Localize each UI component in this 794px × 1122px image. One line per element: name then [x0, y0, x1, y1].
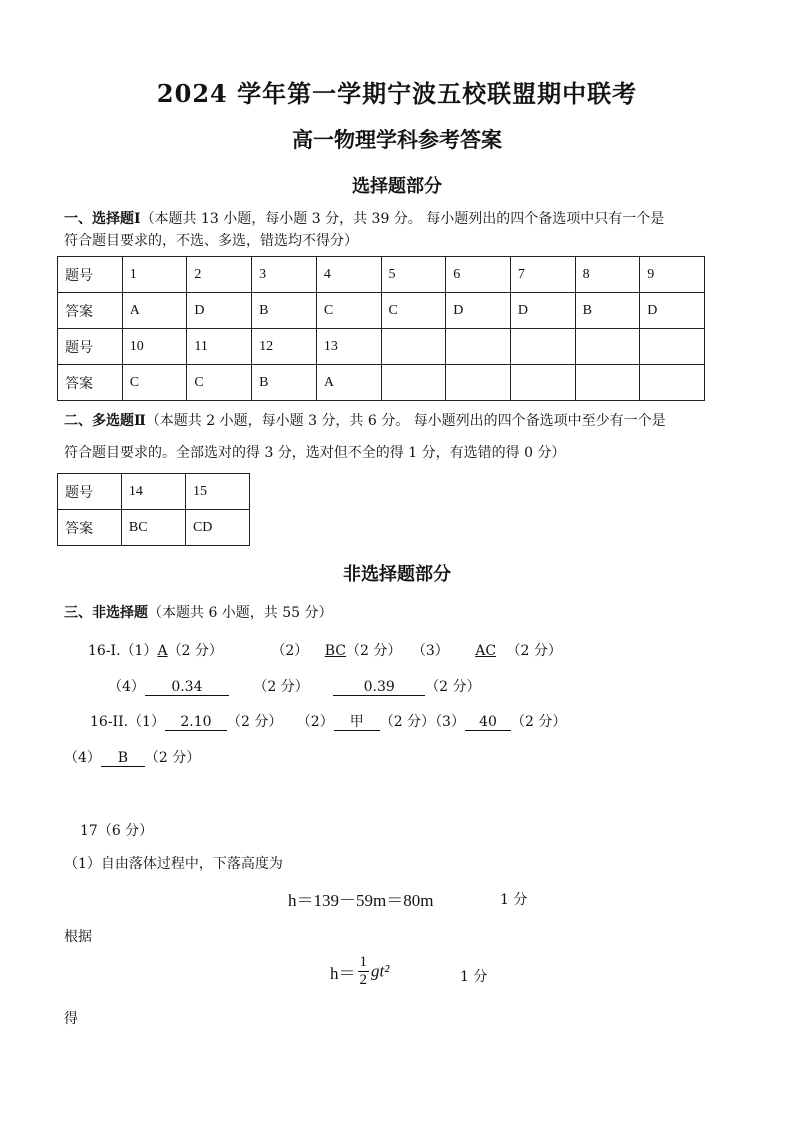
- table-row-answers: [58, 365, 705, 401]
- table-cell: [510, 329, 575, 365]
- table-cell: C: [381, 293, 446, 329]
- table-cell: CD: [185, 510, 249, 546]
- table-cell: 5: [381, 257, 446, 293]
- table-cell: [575, 329, 640, 365]
- q16i-answer-4: 0.34: [145, 679, 229, 696]
- q16i-score-4: （2 分）: [253, 679, 309, 695]
- q17-eq2-fraction: [358, 954, 370, 989]
- table-cell: [510, 365, 575, 401]
- table-cell: 14: [121, 474, 185, 510]
- q17-genju: 根据: [64, 929, 92, 945]
- q16ii-answer-3: 40: [465, 714, 511, 731]
- q16i-line2: [108, 676, 481, 696]
- table-cell: BC: [121, 510, 185, 546]
- table-cell: D: [446, 293, 511, 329]
- table-cell: 11: [187, 329, 252, 365]
- table-cell: 8: [575, 257, 640, 293]
- table-cell: [381, 365, 446, 401]
- table-cell: 6: [446, 257, 511, 293]
- table-row-question-numbers: [58, 329, 705, 365]
- table-cell: D: [187, 293, 252, 329]
- part2-heading: 二、多选题Ⅱ: [64, 413, 146, 429]
- q16i-line1: [88, 640, 562, 660]
- q16i-score-3: （2 分）: [506, 643, 562, 659]
- q16i-part-4: （4）: [108, 679, 145, 695]
- q17-equation-2: [330, 954, 389, 989]
- q16i-answer-2: BC: [324, 643, 347, 659]
- q17-eq2-denominator: 2: [359, 972, 367, 988]
- part2-desc-line1: （本题共 2 小题，每小题 3 分，共 6 分。 每小题列出的四个备选项中至少有一个是: [145, 413, 666, 429]
- table-cell: B: [252, 365, 317, 401]
- q16ii-answer-2: 甲: [334, 714, 380, 731]
- table-cell: A: [316, 365, 381, 401]
- row-label: 题号: [58, 329, 123, 365]
- q17-equation-1-score: 1 分: [500, 892, 528, 908]
- table-cell: A: [122, 293, 187, 329]
- table-cell: 15: [185, 474, 249, 510]
- q16i-part-2: （2）: [271, 643, 309, 659]
- table-cell: 1: [122, 257, 187, 293]
- row-label: 答案: [58, 365, 123, 401]
- table-cell: [381, 329, 446, 365]
- table-cell: 7: [510, 257, 575, 293]
- q17-eq2-numerator: 1: [359, 954, 367, 970]
- q16i-part-3: （3）: [411, 643, 449, 659]
- q16ii-line1: [90, 711, 566, 731]
- q16ii-score-1: （2 分）: [226, 714, 283, 730]
- q17-de: 得: [64, 1011, 78, 1027]
- table-cell: C: [122, 365, 187, 401]
- table-cell: B: [252, 293, 317, 329]
- part2-description: [64, 410, 754, 474]
- section-heading-nonchoice: 非选择题部分: [343, 564, 451, 585]
- table-cell: [575, 365, 640, 401]
- q16i-prefix: 16-I.（1）: [88, 643, 158, 659]
- table-cell: 2: [187, 257, 252, 293]
- table-cell: D: [510, 293, 575, 329]
- part3-description: [64, 602, 333, 622]
- table-cell: D: [640, 293, 705, 329]
- table-cell: [640, 365, 705, 401]
- q17-equation-1-text: h＝139－59m＝80m: [288, 891, 434, 910]
- part1-desc-line1: （本题共 13 小题，每小题 3 分，共 39 分。 每小题列出的四个备选项中只有一个是: [140, 211, 665, 227]
- table-row-question-numbers: [58, 257, 705, 293]
- table-cell: 9: [640, 257, 705, 293]
- q16ii-part-2: （2）: [296, 714, 334, 730]
- q16ii-score-2: （2 分）: [379, 714, 436, 730]
- q16ii-line2: [64, 747, 200, 767]
- q17-equation-1: [288, 886, 433, 911]
- q16i-score-5: （2 分）: [425, 679, 481, 695]
- part1-heading: 一、选择题Ⅰ: [64, 211, 141, 227]
- row-label: 题号: [58, 257, 123, 293]
- answer-table-choice-2: [57, 473, 250, 546]
- table-cell: [446, 329, 511, 365]
- q17-heading: 17（6 分）: [80, 823, 154, 839]
- table-cell: [640, 329, 705, 365]
- q16ii-answer-1: 2.10: [165, 714, 227, 731]
- part1-desc-line2: 符合题目要求的，不选、多选，错选均不得分）: [64, 233, 358, 249]
- table-cell: C: [316, 293, 381, 329]
- q16ii-prefix: 16-II.（1）: [90, 714, 165, 730]
- q17-eq2-rhs: gt²: [371, 961, 390, 981]
- table-cell: 4: [316, 257, 381, 293]
- q16i-answer-5: 0.39: [333, 679, 425, 696]
- part3-desc: （本题共 6 小题，共 55 分）: [148, 605, 333, 621]
- q16ii-score-4: （2 分）: [144, 750, 201, 766]
- section-heading-choice: 选择题部分: [352, 176, 442, 197]
- q16ii-part-3: （3）: [435, 714, 465, 730]
- table-cell: C: [187, 365, 252, 401]
- row-label: 答案: [58, 510, 122, 546]
- table-row-answers: [58, 293, 705, 329]
- q16i-answer-3: AC: [475, 643, 497, 659]
- q16i-answer-1: A: [157, 643, 168, 659]
- table-cell: 12: [252, 329, 317, 365]
- table-cell: 3: [252, 257, 317, 293]
- q16i-score-1: （2 分）: [167, 643, 223, 659]
- table-cell: 13: [316, 329, 381, 365]
- page-title: 2024 学年第一学期宁波五校联盟期中联考: [156, 79, 638, 108]
- table-cell: 10: [122, 329, 187, 365]
- q16ii-part-4: （4）: [64, 750, 101, 766]
- table-cell: B: [575, 293, 640, 329]
- q17-step1: （1）自由落体过程中，下落高度为: [64, 856, 283, 872]
- answer-table-choice-1: [57, 256, 705, 401]
- table-row-question-numbers: [58, 474, 250, 510]
- part2-desc-line2: 符合题目要求的。全部选对的得 3 分，选对但不全的得 1 分，有选错的得 0 分）: [64, 445, 566, 461]
- part3-heading: 三、非选择题: [64, 605, 148, 621]
- q17-equation-2-score: 1 分: [460, 969, 488, 985]
- q16ii-answer-4: B: [101, 750, 145, 767]
- page-subtitle: 高一物理学科参考答案: [292, 127, 502, 152]
- q16i-score-2: （2 分）: [346, 643, 402, 659]
- row-label: 答案: [58, 293, 123, 329]
- table-cell: [446, 365, 511, 401]
- table-row-answers: [58, 510, 250, 546]
- q16ii-score-3: （2 分）: [510, 714, 567, 730]
- part1-description: [64, 208, 754, 252]
- q17-eq2-lhs: h＝: [330, 964, 356, 983]
- row-label: 题号: [58, 474, 122, 510]
